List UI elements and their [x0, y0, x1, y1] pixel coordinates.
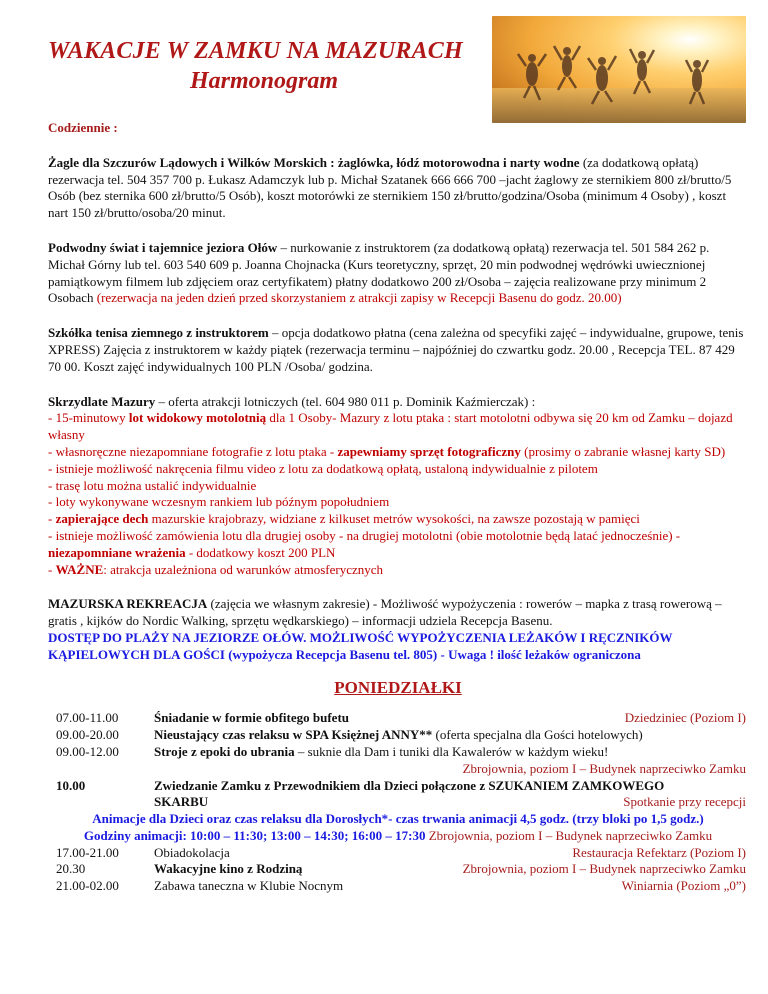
document-body: [48, 120, 748, 895]
animation-hours: Godziny animacji: 10:00 – 11:30; 13:00 – 14:30; 16:00 – 17:30 Zbrojownia, poziom I – Budynek naprzeciwko Zamku: [83, 827, 713, 843]
schedule-row: [48, 861, 748, 878]
flying-title: Skrzydlate Mazury: [48, 393, 156, 409]
flying-item: - trasę lotu można ustalić indywidualnie: [48, 477, 257, 493]
diving-reservation-note: (rezerwacja na jeden dzień przed skorzystaniem z atrakcji zapisy w Recepcji Basenu do godz. 20.00): [96, 290, 622, 306]
schedule-location: Zbrojownia, poziom I – Budynek naprzeciwko Zamku: [462, 861, 746, 877]
schedule-activity: Nieustający czas relaksu w SPA Księżnej ANNY** (oferta specjalna dla Gości hotelowych): [154, 727, 643, 743]
tennis-title: Szkółka tenisa ziemnego z instruktorem: [48, 325, 269, 341]
schedule-activity: Zabawa taneczna w Klubie Nocnym: [154, 878, 344, 894]
recreation-text: (zajęcia we własnym zakresie) - Możliwość wypożyczenia : rowerów – mapka z trasą rowerową – gratis , kijków do Nordic Walking, sprzętu wędkarskiego) – informacji udziela Recepcja Basenu.: [48, 596, 722, 629]
flying-item: - istnieje możliwość zamówienia lotu dla drugiej osoby - na drugiej motolotni (obie motolotnie będą latać jednocześnie) - niezapomniane wrażenia - dodatkowy koszt 200 PLN: [48, 527, 681, 560]
schedule-activity: SKARBU: [154, 794, 209, 810]
schedule-time: 09.00-20.00: [56, 727, 119, 743]
page-title: WAKACJE W ZAMKU NA MAZURACH: [48, 38, 463, 64]
diving-section: [48, 240, 748, 307]
schedule-row: [48, 794, 748, 811]
schedule-location: Restauracja Refektarz (Poziom I): [572, 844, 746, 860]
schedule-activity: Wakacyjne kino z Rodziną: [154, 861, 303, 877]
flying-item: - loty wykonywane wczesnym rankiem lub późnym popołudniem: [48, 494, 390, 510]
schedule-row: [48, 778, 748, 795]
recreation-section: [48, 596, 748, 630]
sailing-text: (za dodatkową opłatą) rezerwacja tel. 504 357 700 p. Łukasz Adamczyk lub p. Michał Szatanek 666 666 700 –jacht żaglowy ze sternikiem 800 zł/brutto/5 Osób (bez sternika 600 zł/brutto/5 Osób), koszt motorówki ze sternikiem 150 zł/brutto/godzina/Osoba (minimum 4 Osoby) , koszt nart 150 zł/brutto/osoba/20 minut.: [48, 154, 732, 221]
schedule-location: Winiarnia (Poziom „0”): [621, 878, 746, 894]
sunset-people-jumping-lake-photo: [492, 16, 746, 123]
schedule-row: [48, 878, 748, 895]
flying-item: - własnoręczne niezapomniane fotografie z lotu ptaka - zapewniamy sprzęt fotograficzny (prosimy o zabranie własnej karty SD): [48, 443, 726, 459]
schedule-row: [48, 744, 748, 761]
flying-section: [48, 394, 748, 579]
schedule-row: [48, 845, 748, 862]
schedule-location: Zbrojownia, poziom I – Budynek naprzeciwko Zamku: [462, 760, 746, 776]
schedule-row: [48, 761, 748, 778]
schedule-time: 17.00-21.00: [56, 844, 119, 860]
page-subtitle: Harmonogram: [190, 68, 339, 94]
daily-label: Codziennie :: [48, 120, 118, 135]
sailing-title: Żagle dla Szczurów Lądowych i Wilków Morskich : żaglówka, łódź motorowodna i narty wodne: [48, 154, 580, 170]
schedule-time: 20.30: [56, 861, 86, 877]
sailing-section: [48, 155, 748, 222]
tennis-text: – opcja dodatkowo płatna (cena zależna od specyfiki zajęć – indywidualne, grupowe, tenis XPRESS) Zajęcia z instruktorem w każdy piątek (rezerwacja terminu – najpóźniej do czwartku godz. 20.00 , Recepcja TEL. 87 429 70 00. Koszt zajęć indywidualnych 100 PLN /Osoba/ godzina.: [48, 325, 744, 374]
schedule-location: Spotkanie przy recepcji: [623, 794, 746, 810]
flying-text: – oferta atrakcji lotniczych (tel. 604 980 011 p. Dominik Kaźmierczak) :: [155, 393, 536, 409]
schedule-activity: Obiadokolacja: [154, 844, 230, 860]
schedule-time: 21.00-02.00: [56, 878, 119, 894]
tennis-section: [48, 325, 748, 375]
schedule-activity: Zwiedzanie Zamku z Przewodnikiem dla Dzieci połączone z SZUKANIEM ZAMKOWEGO: [154, 777, 665, 793]
flying-item: - istnieje możliwość nakręcenia filmu video z lotu za dodatkową opłatą, ustaloną indywidualnie z pilotem: [48, 460, 598, 476]
flying-item: - zapierające dech mazurskie krajobrazy, widziane z kilkuset metrów wysokości, na zawsze pozostają w pamięci: [48, 511, 640, 527]
monday-schedule: [48, 710, 748, 895]
schedule-location: Dziedziniec (Poziom I): [624, 710, 746, 726]
schedule-time: 09.00-12.00: [56, 743, 119, 759]
schedule-row: [48, 727, 748, 744]
schedule-activity: Stroje z epoki do ubrania – suknie dla Dam i tuniki dla Kawalerów w każdym wieku!: [154, 743, 609, 759]
schedule-row: [48, 710, 748, 727]
monday-heading: PONIEDZIAŁKI: [334, 677, 462, 697]
flying-item: - 15-minutowy lot widokowy motolotnią dla 1 Osoby- Mazury z lotu ptaka : start motolotni odbywa się 20 km od Zamku – dojazd własny: [48, 410, 733, 443]
animation-note: Animacje dla Dzieci oraz czas relaksu dla Dorosłych*- czas trwania animacji 4,5 godz. (trzy bloki po 1,5 godz.): [92, 811, 704, 827]
flying-item: - WAŻNE: atrakcja uzależniona od warunków atmosferycznych: [48, 561, 384, 577]
recreation-title: MAZURSKA REKREACJA: [48, 596, 208, 612]
diving-text: – nurkowanie z instruktorem (za dodatkową opłatą) rezerwacja tel. 501 584 262 p. Michał Górny lub tel. 603 540 609 p. Joanna Chojnacka (Kurs teoretyczny, sprzęt, 20 min podwodnej wędrówki uwiecznionej pamiątkowym filmem lub zdjęciem oraz certyfikatem) płatny dodatkowo 200 zł/Osoba – zajęcia realizowane przy minimum 2 Osobach: [48, 239, 710, 306]
beach-access-note: DOSTĘP DO PLAŻY NA JEZIORZE OŁÓW. MOŻLIWOŚĆ WYPOŻYCZENIA LEŻAKÓW I RĘCZNIKÓW KĄPIELOWYCH DLA GOŚCI (wypożycza Recepcja Basenu tel. 805) - Uwaga ! ilość leżaków ograniczona: [48, 629, 673, 662]
schedule-activity: Śniadanie w formie obfitego bufetu: [154, 710, 349, 726]
schedule-time: 10.00: [56, 777, 86, 793]
diving-title: Podwodny świat i tajemnice jeziora Ołów: [48, 239, 278, 255]
schedule-time: 07.00-11.00: [56, 710, 119, 726]
